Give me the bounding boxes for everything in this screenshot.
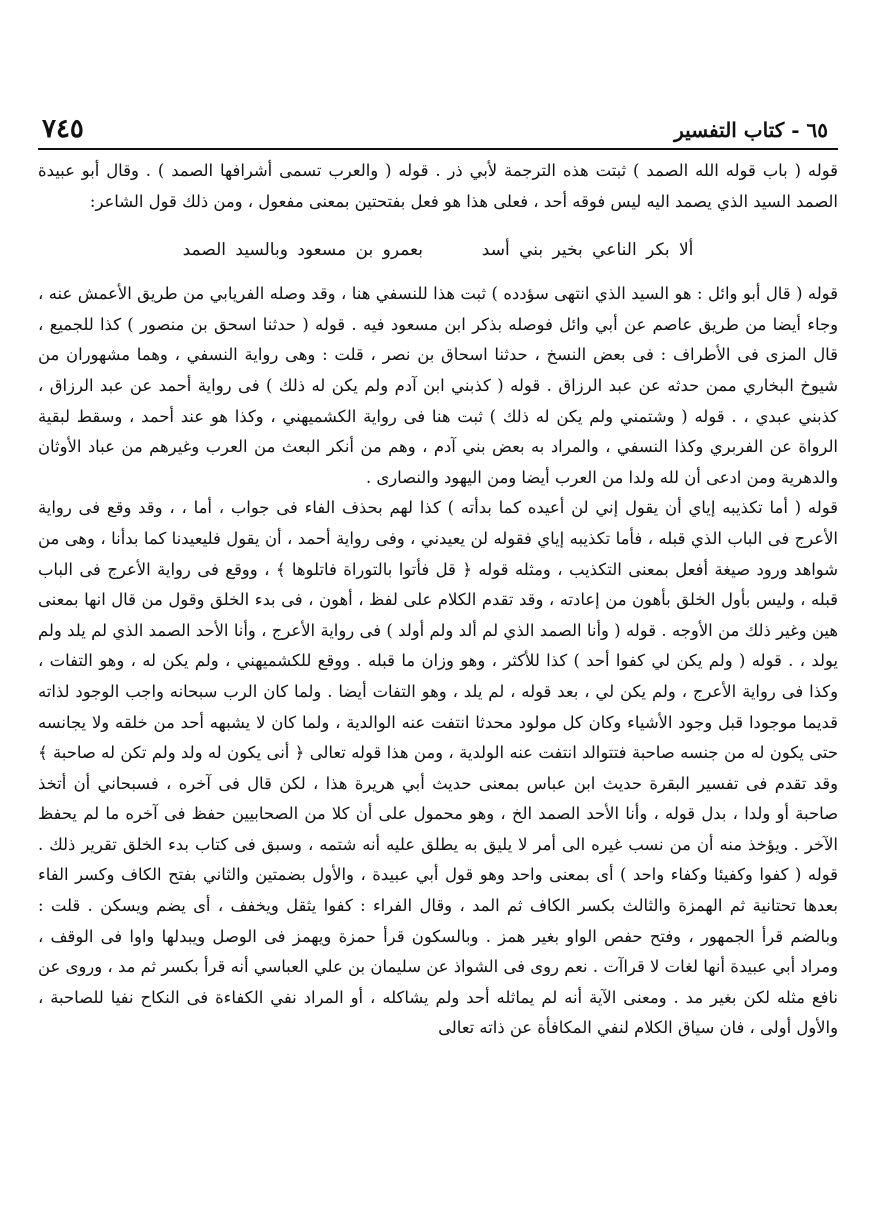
page-header (38, 110, 838, 150)
paragraph-takdhib: قوله ( أما تكذيبه إياي أن يقول إني لن أعيده كما بدأته ) كذا لهم بحذف الفاء فى جواب ، أما ، ، وقد وقع فى رواية الأعرج فى الباب الذي قبله ، فأما تكذيبه إياي فقوله لن يعيدني ، وفى رواية أحمد ، أن يقول فليعيدنا كما بدأنا ، وهى من شواهد ورود صيغة أفعل بمعنى التكذيب ، ومثله قوله ﴿ قل فأتوا بالتوراة فاتلوها ﴾ ، ووقع فى رواية الأعرج فى الباب قبله ، وليس بأول الخلق بأهون من إعادته ، وقد تقدم الكلام على لفظ ، أهون ، فى بدء الخلق وقول من قال انها بمعنى هين وغير ذلك من الأوجه . قوله ( وأنا الصمد الذي لم ألد ولم أولد ) فى رواية الأعرج ، وأنا الأحد الصمد الذي لم يلد ولم يولد ، . قوله ( ولم يكن لي كفوا أحد ) كذا للأكثر ، وهو وزان ما قبله . ووقع للكشميهني ، ولم يكن له ، وهو التفات ، وكذا فى رواية الأعرج ، ولم يكن لي ، بعد قوله ، لم يلد ، وهو التفات أيضا . ولما كان الرب سبحانه واجب الوجود لذاته قديما موجودا قبل وجود الأشياء وكان كل مولود محدثا انتفت عنه الوالدية ، ولما كان لا يشبهه أحد من خلقه ولا يجانسه حتى يكون له من جنسه صاحبة فتتوالد انتفت عنه الولدية ، ومن هذا قوله تعالى ﴿ أنى يكون له ولد ولم تكن له صاحبة ﴾ وقد تقدم فى تفسير البقرة حديث ابن عباس بمعنى حديث أبي هريرة هذا ، لكن قال فى آخره ، فسبحاني أن أتخذ صاحبة أو ولدا ، بدل قوله ، وأنا الأحد الصمد الخ ، وهو محمول على أن كلا من الصحابيين حفظ فى آخره ما لم يحفظ الآخر . ويؤخذ منه أن من نسب غيره الى أمر لا يليق به يطلق عليه أنه شتمه ، وسبق فى كتاب بدء الخلق تقرير ذلك . قوله ( كفوا وكفيئا وكفاء واحد ) أى بمعنى واحد وهو قول أبي عبيدة ، والأول بضمتين والثاني بفتح الكاف وكسر الفاء بعدها تحتانية ثم الهمزة والثالث بكسر الكاف ثم المد ، وقال الفراء : كفوا يثقل ويخفف ، أى يضم ويسكن . قلت : وبالضم قرأ الجمهور ، وفتح حفص الواو بغير همز . وبالسكون قرأ حمزة ويهمز فى الوصل ويبدلها واوا فى الوقف ، ومراد أبي عبيدة أنها لغات لا قراآت . نعم روى فى الشواذ عن سليمان بن علي العباسي أنه قرأ بكسر ثم مد ، وروى عن نافع مثله لكن بغير مد . ومعنى الآية أنه لم يماثله أحد ولم يشاكله ، أو المراد نفي الكفاءة فى النكاح نفيا للصاحبة ، والأول أولى ، فان سياق الكلام لنفي المكافأة عن ذاته تعالى (38, 498, 838, 1038)
poetry-verse (38, 233, 838, 267)
commentary-text (38, 156, 838, 1044)
paragraph-abu-wail: قوله ( قال أبو وائل : هو السيد الذي انتهى سؤدده ) ثبت هذا للنسفي هنا ، وقد وصله الفريابي من طريق الأعمش عنه ، وجاء أيضا من طريق عاصم عن أبي وائل فوصله بذكر ابن مسعود فيه . قوله ( حدثنا اسحق بن منصور ) كذا للجميع ، قال المزى فى الأطراف : فى بعض النسخ ، حدثنا اسحاق بن نصر ، قلت : وهى رواية النسفي ، وهما مشهوران من شيوخ البخاري ممن حدثه عن عبد الرزاق . قوله ( كذبني ابن آدم ولم يكن له ذلك ) فى رواية أحمد عن عبد الرزاق ، كذبني عبدي ، . قوله ( وشتمني ولم يكن له ذلك ) ثبت هنا فى رواية الكشميهني ، وكذا هو عند أحمد ، وسقط لبقية الرواة عن الفربري وكذا النسفي ، والمراد به بعض بني آدم ، وهم من أنكر البعث من العرب وغيرهم من عباد الأوثان والدهرية ومن ادعى أن لله ولدا من العرب أيضا ومن اليهود والنصارى . (38, 284, 838, 487)
verse-first-hemistich: ألا بكر الناعي بخير بني أسد (481, 240, 694, 261)
page-number: ٧٤٥ (42, 114, 84, 144)
running-title: ٦٥ - كتاب التفسير (674, 118, 828, 142)
verse-second-hemistich: بعمرو بن مسعود وبالسيد الصمد (182, 240, 423, 261)
document-page (38, 110, 838, 1190)
paragraph-intro: قوله ( باب قوله الله الصمد ) ثبتت هذه الترجمة لأبي ذر . قوله ( والعرب تسمى أشرافها الصمد ) . وقال أبو عبيدة الصمد السيد الذي يصمد اليه ليس فوقه أحد ، فعلى هذا هو فعل بفتحتين بمعنى مفعول ، ومن ذلك قول الشاعر: (38, 161, 838, 211)
